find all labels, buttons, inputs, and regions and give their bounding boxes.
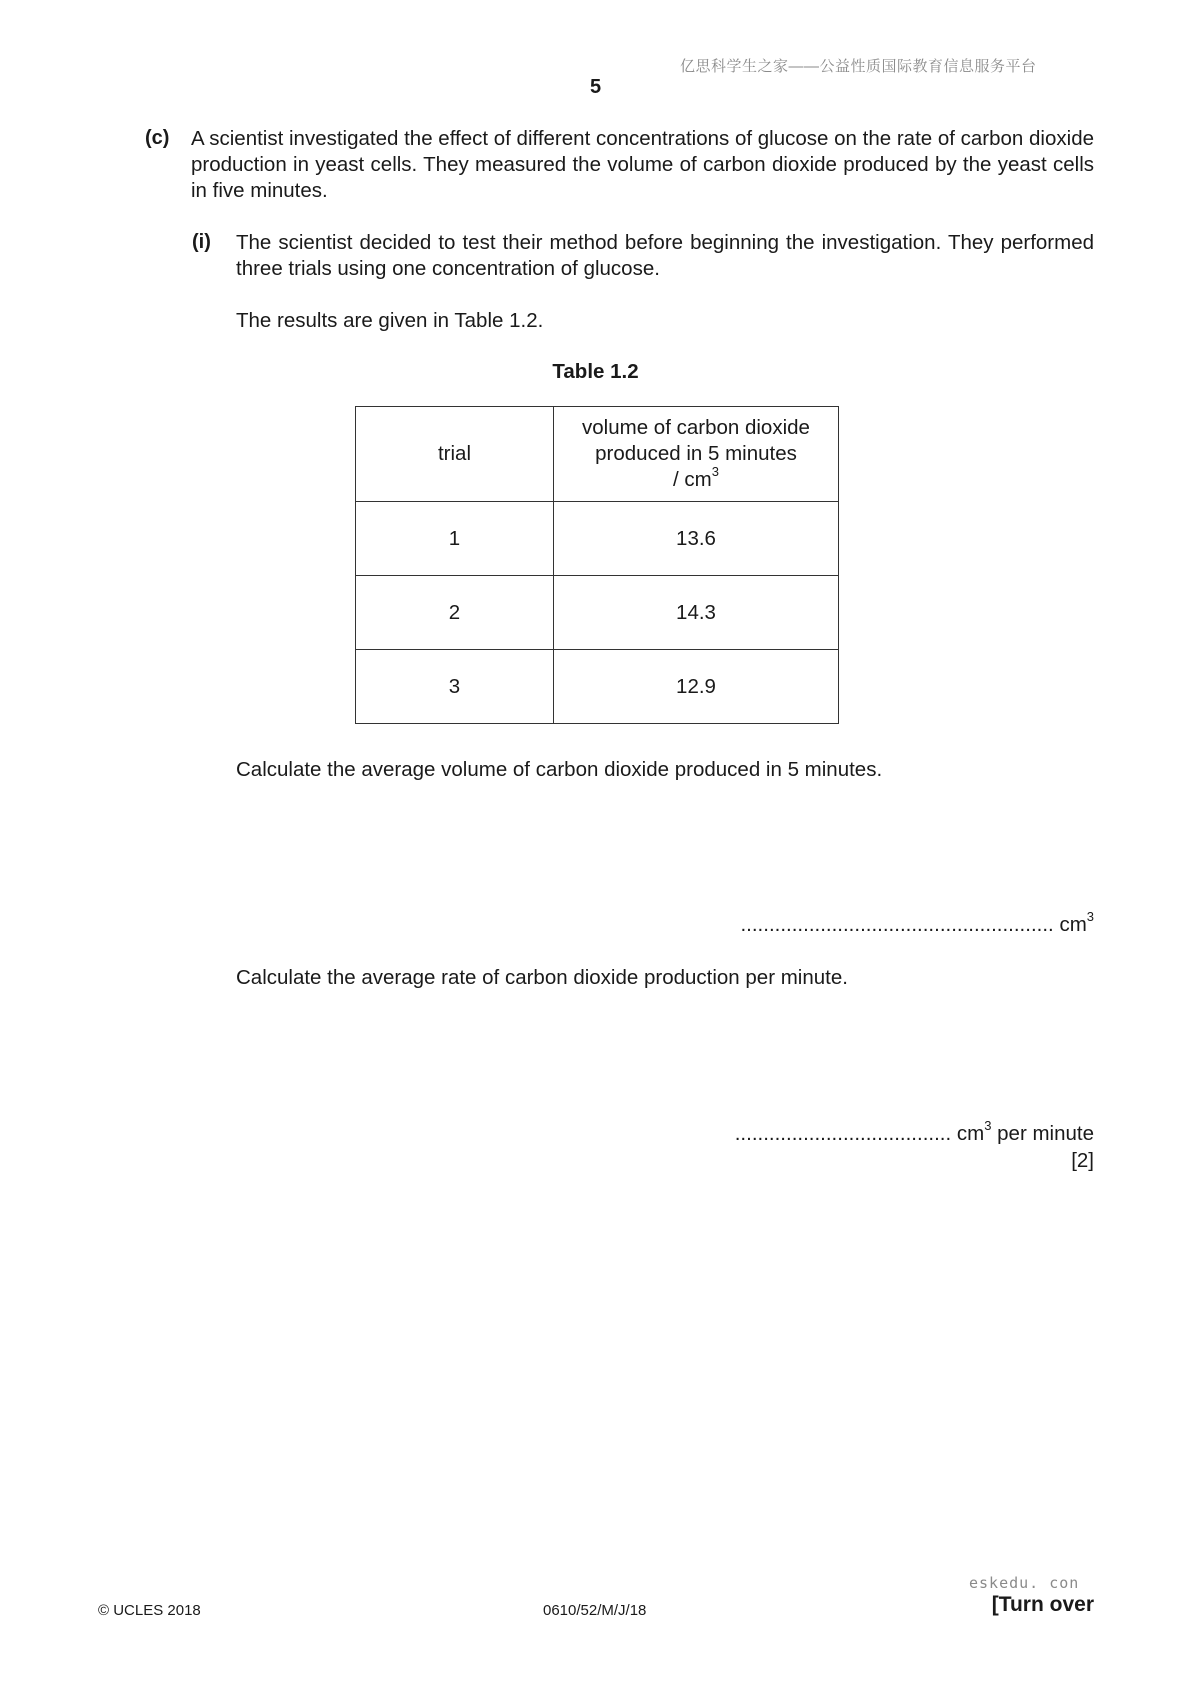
answer-1-unit-sup: 3 <box>1086 909 1094 925</box>
table-header-row <box>356 407 839 502</box>
header-volume-unit-sup: 3 <box>711 464 719 480</box>
answer-line-2[interactable] <box>734 1118 1094 1146</box>
table-row <box>356 576 839 650</box>
table-row <box>356 502 839 576</box>
header-volume <box>554 407 839 502</box>
part-c-label: (c) <box>145 127 170 149</box>
header-volume-unit: / cm <box>673 468 712 491</box>
question-2-text: Calculate the average rate of carbon dioxide production per minute. <box>236 966 848 989</box>
header-volume-line1: volume of carbon dioxide <box>582 416 810 439</box>
part-c-text: A scientist investigated the effect of different concentrations of glucose on the rate of carbon dioxide production in yeast cells. They measured the volume of carbon dioxide produced by the yeast cells in five minutes. <box>191 127 1094 202</box>
answer-1-unit: cm <box>1059 913 1087 936</box>
answer-2-dots: ...................................... <box>734 1122 952 1145</box>
header-volume-line2: produced in 5 minutes <box>595 442 797 465</box>
volume-cell: 14.3 <box>554 576 839 650</box>
trial-cell: 3 <box>356 650 554 724</box>
site-watermark: eskedu. con <box>969 1574 1080 1592</box>
table-title: Table 1.2 <box>552 360 639 383</box>
table-row <box>356 650 839 724</box>
paper-code: 0610/52/M/J/18 <box>543 1602 647 1619</box>
turn-over: [Turn over <box>991 1593 1094 1616</box>
results-intro: The results are given in Table 1.2. <box>236 309 544 332</box>
copyright: © UCLES 2018 <box>98 1602 201 1619</box>
answer-2-unit: cm <box>956 1122 985 1145</box>
part-i-text: The scientist decided to test their method before beginning the investigation. They performed three trials using one concentration of glucose. <box>236 231 1094 280</box>
header-volume-unit-line <box>554 464 838 493</box>
watermark-text: 亿思科学生之家——公益性质国际教育信息服务平台 <box>680 58 1037 75</box>
question-1-text: Calculate the average volume of carbon dioxide produced in 5 minutes. <box>236 758 883 781</box>
answer-2-unit-sup: 3 <box>984 1118 992 1134</box>
page-number: 5 <box>589 76 602 98</box>
volume-cell: 13.6 <box>554 502 839 576</box>
part-i-label: (i) <box>192 231 211 253</box>
trial-cell: 1 <box>356 502 554 576</box>
answer-2-unit-suffix: per minute <box>997 1122 1094 1145</box>
volume-cell: 12.9 <box>554 650 839 724</box>
answer-line-1[interactable] <box>740 909 1094 937</box>
header-trial: trial <box>356 407 554 502</box>
answer-1-dots: ....................................................... <box>740 913 1054 936</box>
marks: [2] <box>1071 1149 1094 1172</box>
trial-cell: 2 <box>356 576 554 650</box>
results-table <box>355 406 839 724</box>
